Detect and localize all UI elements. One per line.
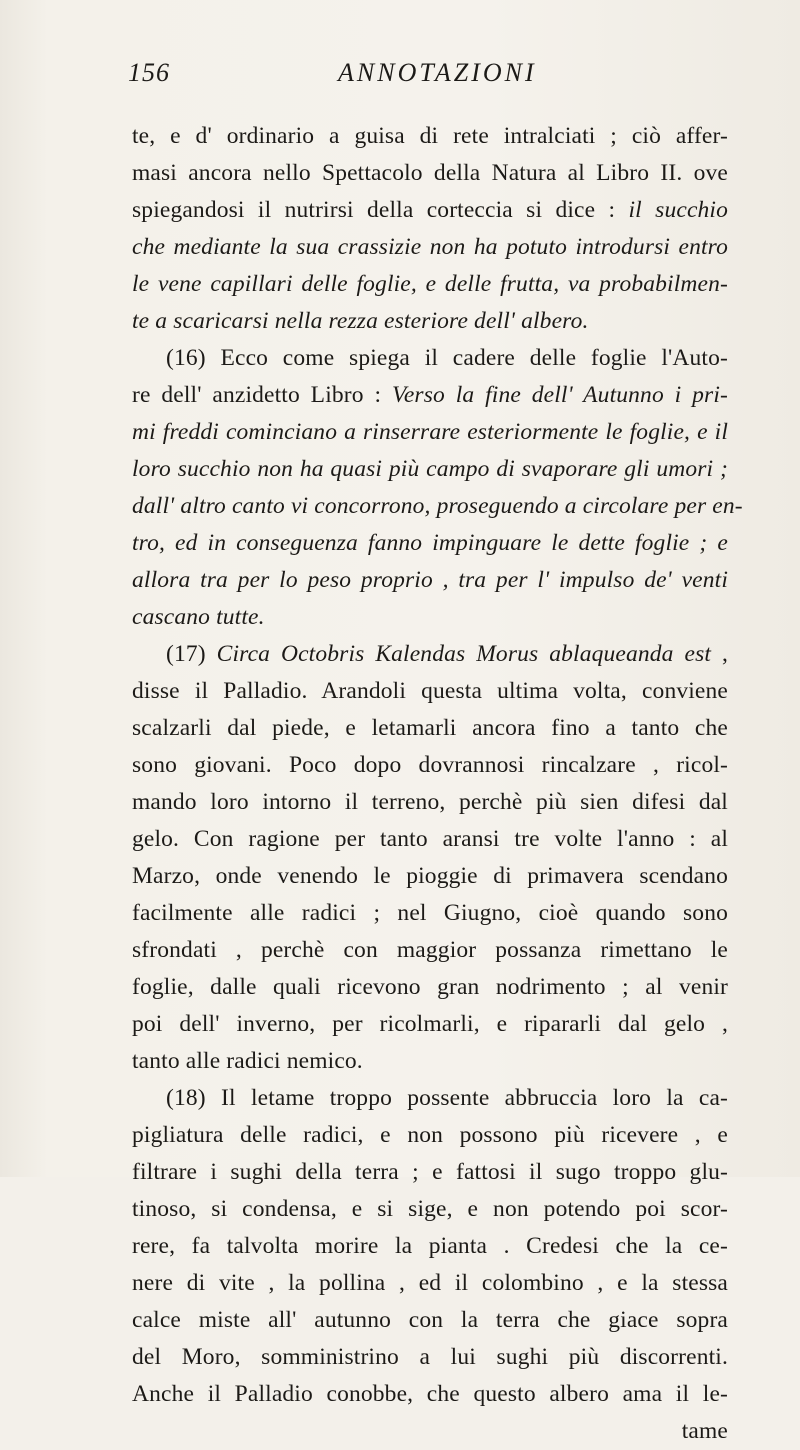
roman-text: foglie, dalle quali ricevono gran nodrimento ; al venir [132,974,728,1000]
text-line [132,377,728,414]
roman-text: facilmente alle radici ; nel Giugno, cioè quando sono [132,900,728,926]
roman-text: calce miste all' autunno con la terra che giace sopra [132,1307,728,1333]
italic-text: tro, ed in conseguenza fanno impinguare le dette foglie ; e [132,530,728,556]
text-line [132,340,728,377]
page-number: 156 [128,58,170,87]
text-line [132,1043,728,1080]
roman-text: disse il Palladio. Arandoli questa ultima volta, conviene [132,678,728,704]
roman-text: poi dell' inverno, per ricolmarli, e ripararli dal gelo , [132,1011,728,1037]
roman-text: te, e d' ordinario a guisa di rete intralciati ; ciò affer- [132,123,728,149]
text-line [132,414,728,451]
text-line [132,451,728,488]
text-line [132,673,728,710]
italic-text: loro succhio non ha quasi più campo di svaporare gli umori ; [132,456,728,482]
body-text [132,118,743,1450]
roman-text: spiegandosi il nutrirsi della corteccia si dice : [132,197,629,223]
roman-text: (16) Ecco come spiega il cadere delle foglie l'Auto- [166,345,728,371]
text-line [132,1228,728,1265]
roman-text: sono giovani. Poco dopo dovrannosi rincalzare , ricol- [132,752,728,778]
roman-text: tame [681,1418,728,1444]
text-line [132,858,728,895]
text-line [132,525,728,562]
roman-text: sfrondati , perchè con maggior possanza rimettano le [132,937,728,963]
text-line [132,1117,728,1154]
italic-text: Verso la fine dell' Autunno i pri- [391,382,728,408]
text-line [132,1265,728,1302]
text-line [132,1191,728,1228]
italic-text: allora tra per lo peso proprio , tra per l' impulso de' venti [132,567,728,593]
roman-text: gelo. Con ragione per tanto aransi tre volte l'anno : al [132,826,728,852]
roman-text: del Moro, somministrino a lui sughi più discorrenti. [132,1344,728,1370]
italic-text: che mediante la sua crassizie non ha potuto introdursi entro [132,234,728,260]
text-line [132,895,728,932]
page-header [128,58,728,98]
text-line [132,1080,728,1117]
text-line [132,821,728,858]
text-line [132,1339,728,1376]
text-line [132,229,728,266]
text-line [132,932,728,969]
italic-text: te a scaricarsi nella rezza esteriore dell' albero. [132,308,589,334]
roman-text: scalzarli dal piede, e letamarli ancora fino a tanto che [132,715,728,741]
roman-text: masi ancora nello Spettacolo della Natura al Libro II. ove [132,160,728,186]
roman-text: tinoso, si condensa, e si sige, e non potendo poi scor- [132,1196,728,1222]
italic-text: le vene capillari delle foglie, e delle frutta, va probabilmen- [132,271,728,297]
italic-text: Circa Octobris Kalendas Morus ablaqueanda est [216,641,712,667]
text-line [132,636,728,673]
roman-text: nere di vite , la pollina , ed il colombino , e la stessa [132,1270,728,1296]
text-line [132,784,728,821]
text-line [132,155,728,192]
roman-text: filtrare i sughi della terra ; e fattosi il sugo troppo glu- [132,1159,728,1185]
text-line [132,599,728,636]
text-line [132,747,728,784]
text-line [132,118,728,155]
text-line [132,1376,728,1413]
text-line [132,1302,728,1339]
text-line [132,1154,728,1191]
text-line [132,562,728,599]
text-line [132,1413,728,1450]
roman-text: (17) [166,641,217,667]
roman-text: Marzo, onde venendo le pioggie di primavera scendano [132,863,728,889]
italic-text: il succhio [628,197,729,223]
roman-text: (18) Il letame troppo possente abbruccia loro la ca- [166,1085,728,1111]
roman-text: mando loro intorno il terreno, perchè più sien difesi dal [132,789,728,815]
roman-text: rere, fa talvolta morire la pianta . Credesi che la ce- [132,1233,728,1259]
roman-text: pigliatura delle radici, e non possono più ricevere , e [132,1122,728,1148]
italic-text: cascano tutte. [132,604,265,630]
roman-text: tanto alle radici nemico. [132,1048,363,1074]
text-line [132,192,728,229]
italic-text: dall' altro canto vi concorrono, proseguendo a circolare per en- [132,493,743,519]
text-line [132,266,728,303]
text-line [132,488,743,525]
text-line [132,1006,728,1043]
text-line [132,969,728,1006]
roman-text: re dell' anzidetto Libro : [132,382,392,408]
italic-text: mi freddi cominciano a rinserrare esteriormente le foglie, e il [132,419,728,445]
running-title: ANNOTAZIONI [338,58,537,87]
roman-text: , [711,641,728,667]
text-line [132,710,728,747]
roman-text: Anche il Palladio conobbe, che questo albero ama il le- [132,1381,728,1407]
text-line [132,303,728,340]
